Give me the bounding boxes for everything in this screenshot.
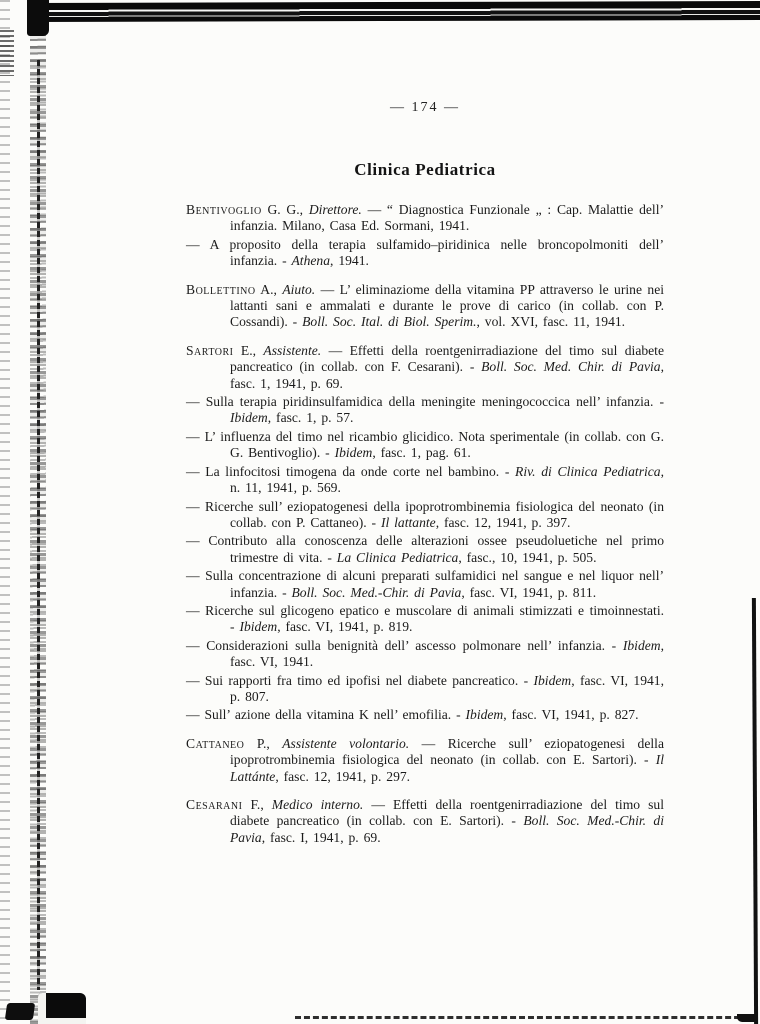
bibliography-entry: — Ricerche sul glicogeno epatico e muscolare di animali stimizzati e timoinnestati. - Ibidem, fasc. VI, 1941, p. 819. [186, 602, 664, 635]
bibliography-entry: — Sull’ azione della vitamina K nell’ emofilia. - Ibidem, fasc. VI, 1941, p. 827. [186, 707, 639, 723]
scan-artifact-top-band [30, 1, 760, 22]
bibliography-entry: — Considerazioni sulla benignità dell’ ascesso polmonare nell’ infanzia. - Ibidem, fasc. VI, 1941. [186, 637, 664, 670]
bibliography-entry: — La linfocitosi timogena da onde corte nel bambino. - Riv. di Clinica Pediatrica, n. 11, 1941, p. 569. [186, 463, 664, 496]
scan-artifact-right-edge [752, 598, 758, 1024]
scan-artifact-top-corner [27, 0, 49, 36]
bibliography-entry: — Ricerche sull’ eziopatogenesi della ipoprotrombinemia fisiologica del neonato (in collab. con P. Cattaneo). - Il lattante, fasc. 12, 1941, p. 397. [186, 498, 664, 530]
bibliography-entry: — Contributo alla conoscenza delle alterazioni ossee pseudoluetiche nel primo trimestre di vita. - La Clinica Pediatrica, fasc., 10, 1941, p. 505. [186, 533, 664, 565]
bibliography-entry: — L’ influenza del timo nel ricambio glicidico. Nota sperimentale (in collab. con G. G. Bentivoglio). - Ibidem, fasc. 1, pag. 61. [186, 428, 664, 461]
scan-artifact-bottom-edge [295, 1016, 758, 1019]
bibliography-entry: — A proposito della terapia sulfamido–piridinica nelle broncopolmoniti dell’ infanzia. - Athena, 1941. [186, 236, 664, 269]
scan-binding-gutter-line [37, 60, 40, 990]
bibliography-entry: — Sui rapporti fra timo ed ipofisi nel diabete pancreatico. - Ibidem, fasc. VI, 1941, p. 807. [186, 672, 664, 704]
page-text-block [186, 100, 664, 846]
bibliography-entry: Cattaneo P., Assistente volontario. — Ricerche sull’ eziopatogenesi della ipoprotrombinemia fisiologica del neonato (in collab. con E. Sartori). - Il Lattánte, fasc. 12, 1941, p. 297. [186, 735, 664, 784]
bibliography-entry: Bollettino A., Aiuto. — L’ eliminaziome della vitamina PP attraverso le urine nei lattanti sani e ammalati e durante le prove di carico (in collab. con P. Cossandi). - Boll. Soc. Ital. di Biol. Sperim., vol. XVI, fasc. 11, 1941. [186, 281, 664, 330]
scan-artifact-bottom-left-1 [5, 1003, 35, 1020]
bibliography-list [186, 202, 664, 846]
bibliography-entry: — Sulla terapia piridinsulfamidica della meningite meningococcica nell’ infanzia. - Ibidem, fasc. 1, p. 57. [186, 394, 664, 426]
scan-artifact-right-corner [737, 1014, 757, 1022]
scan-artifact-bottom-left-2 [38, 993, 86, 1024]
bibliography-entry: Bentivoglio G. G., Direttore. — “ Diagnostica Funzionale „ : Cap. Malattie dell’ infanzia. Milano, Casa Ed. Sormani, 1941. [186, 202, 664, 234]
scan-artifact-top-left [0, 30, 14, 76]
page-number: — 174 — [390, 100, 460, 115]
bibliography-entry: Cesarani F., Medico interno. — Effetti della roentgenirradiazione del timo sul diabete pancreatico (in collab. con E. Sartori). - Boll. Soc. Med.-Chir. di Pavia, fasc. I, 1941, p. 69. [186, 797, 665, 845]
scan-noise-left-edge [0, 0, 10, 1024]
section-title: Clinica Pediatrica [354, 160, 496, 179]
bibliography-entry: — Sulla concentrazione di alcuni preparati sulfamidici nel sangue e nel liquor nell’ infanzia. - Boll. Soc. Med.-Chir. di Pavia, fasc. VI, 1941, p. 811. [186, 568, 664, 600]
bibliography-entry: Sartori E., Assistente. — Effetti della roentgenirradiazione del timo sul diabete pancreatico (in collab. con F. Cesarani). - Boll. Soc. Med. Chir. di Pavia, fasc. 1, 1941, p. 69. [186, 342, 664, 391]
